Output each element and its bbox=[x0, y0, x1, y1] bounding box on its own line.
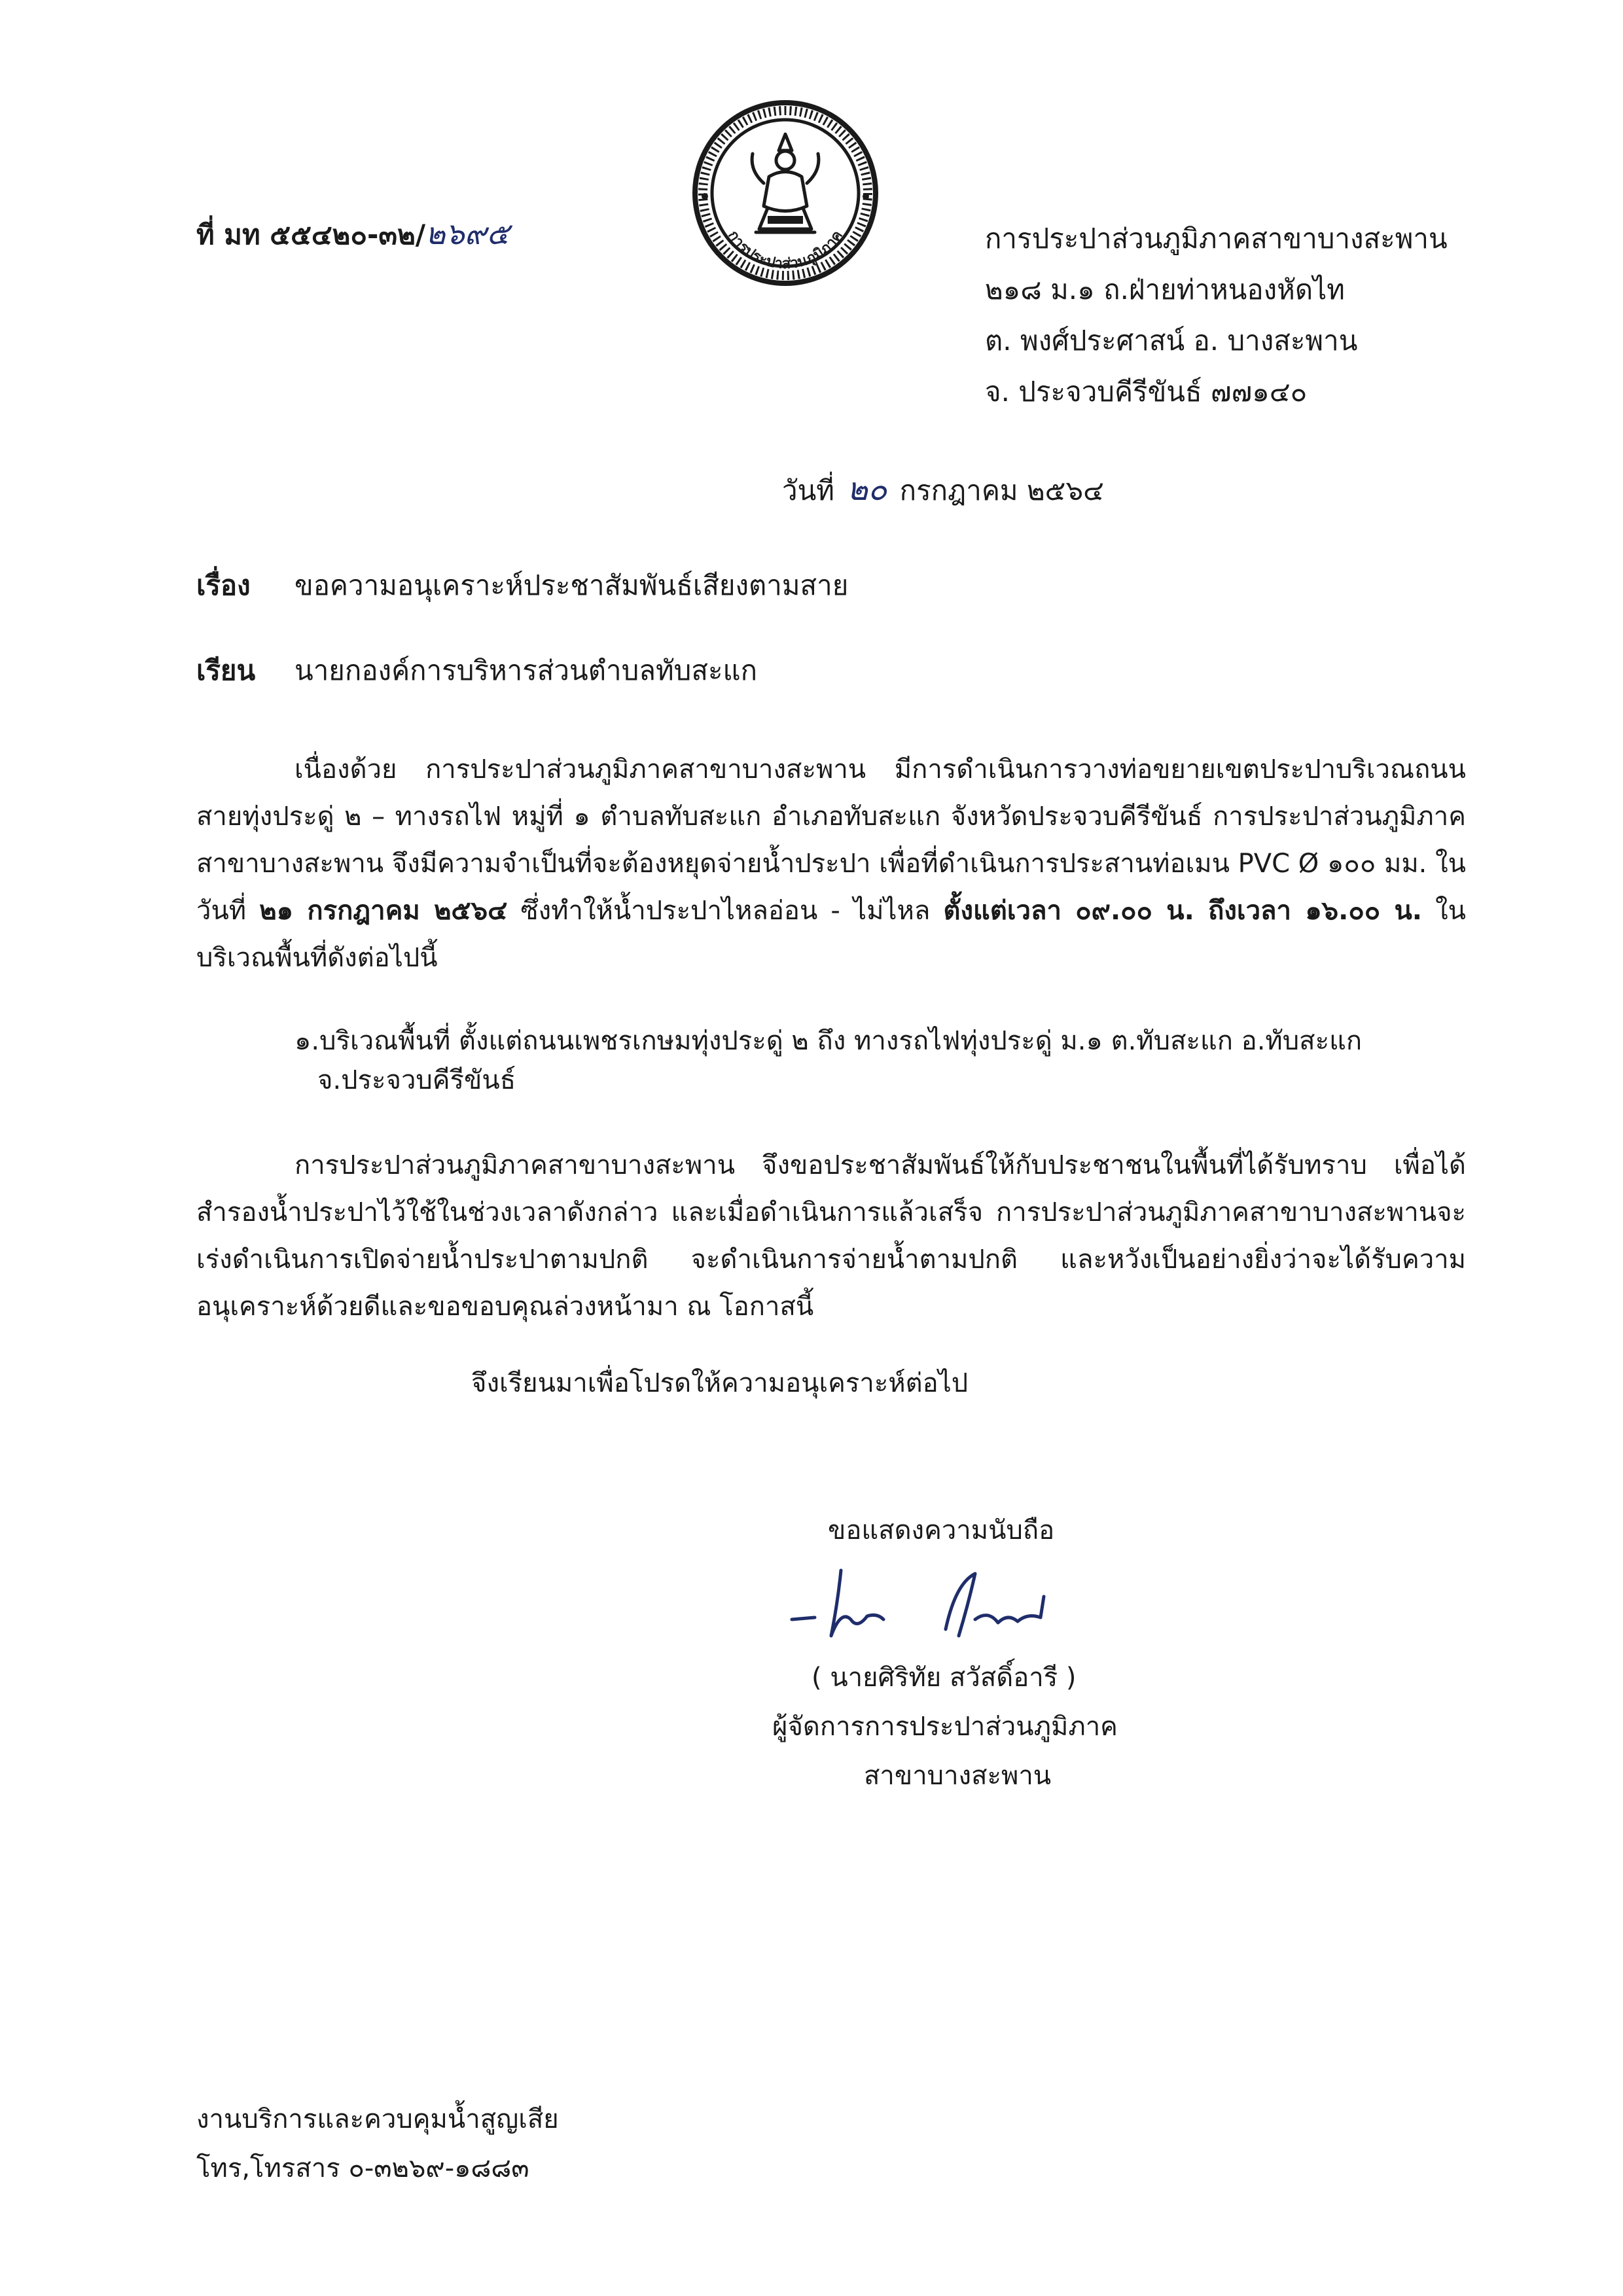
p1-text-a: เนื่องด้วย การประปาส่วนภูมิภาคสาขาบางสะพาน มีการดำเนินการวางท่อขยายเขตประปาบริเวณถนนสายทุ่งประดู่ ๒ – ทางรถไฟ หมู่ที่ ๑ ตำบลทับสะแก อำเภอทับสะแก จังหวัดประจวบคีรีขันธ์ การประปาส่วนภูมิภาคสาขาบางสะพาน จึงมีความจำเป็นที่จะต้องหยุดจ่ายน้ำประปา เพื่อที่ดำเนินการประสานท่อเมน PVC Ø ๑๐๐ มม. ในวันที่ bbox=[196, 754, 1466, 926]
affected-area-item-1: ๑.บริเวณพื้นที่ ตั้งแต่ถนนเพชรเกษมทุ่งประดู่ ๒ ถึง ทางรถไฟทุ่งประดู่ ม.๑ ต.ทับสะแก อ.ทับสะแก bbox=[294, 1026, 1363, 1056]
addressee-text: นายกองค์การบริหารส่วนตำบลทับสะแก bbox=[294, 654, 758, 686]
p1-outage-date: ๒๑ กรกฎาคม ๒๕๖๔ bbox=[259, 896, 508, 926]
subject-text: ขอความอนุเคราะห์ประชาสัมพันธ์เสียงตามสาย bbox=[294, 569, 849, 601]
sender-org: การประปาส่วนภูมิภาคสาขาบางสะพาน bbox=[985, 222, 1448, 255]
footer-phone: โทร,โทรสาร ๐-๓๒๖๙-๑๘๘๓ bbox=[196, 2153, 529, 2183]
handwritten-signature bbox=[779, 1557, 1093, 1655]
p1-text-c: ซึ่งทำให้น้ำประปาไหลอ่อน - ไม่ไหล bbox=[507, 896, 944, 926]
date-day-handwritten: ๒๐ bbox=[847, 471, 887, 508]
reference-handwritten: ๒๖๙๕ bbox=[425, 216, 510, 251]
signatory-name: ( นายศิริทัย สวัสดิ์อารี ) bbox=[812, 1663, 1077, 1693]
body-paragraph-2 bbox=[196, 1142, 1466, 1330]
signatory-position: ผู้จัดการการประปาส่วนภูมิภาค bbox=[772, 1712, 1118, 1742]
signatory-branch: สาขาบางสะพาน bbox=[864, 1761, 1052, 1791]
seal-text: การประปาส่วนภูมิภาค bbox=[724, 228, 846, 273]
p1-outage-time: ตั้งแต่เวลา ๐๙.๐๐ น. ถึงเวลา ๑๖.๐๐ น. bbox=[943, 896, 1423, 926]
addressee-label: เรียน bbox=[196, 654, 256, 686]
closing-line: จึงเรียนมาเพื่อโปรดให้ความอนุเคราะห์ต่อไป bbox=[471, 1368, 969, 1398]
p2-text: การประปาส่วนภูมิภาคสาขาบางสะพาน จึงขอประชาสัมพันธ์ให้กับประชาชนในพื้นที่ได้รับทราบ เพื่อได้สำรองน้ำประปาไว้ใช้ในช่วงเวลาดังกล่าว และเมื่อดำเนินการแล้วเสร็จ การประปาส่วนภูมิภาคสาขาบางสะพานจะเร่งดำเนินการเปิดจ่ายน้ำประปาตามปกติ จะดำเนินการจ่ายน้ำตามปกติ และหวังเป็นอย่างยิ่งว่าจะได้รับความอนุเคราะห์ด้วยดีและขอขอบคุณล่วงหน้ามา ณ โอกาสนี้ bbox=[196, 1150, 1466, 1322]
letter-date bbox=[782, 471, 1104, 509]
p1-text-e: ในบริเวณพื้นที่ดังต่อไปนี้ bbox=[196, 896, 1467, 973]
regards-line: ขอแสดงความนับถือ bbox=[828, 1515, 1055, 1545]
reference-prefix: ที่ มท ๕๕๔๒๐-๓๒/ bbox=[196, 219, 426, 251]
reference-number bbox=[196, 216, 509, 252]
sender-address-line3: จ. ประจวบคีรีขันธ์ ๗๗๑๔๐ bbox=[985, 376, 1308, 408]
sender-address-line1: ๒๑๘ ม.๑ ถ.ฝ่ายท่าหนองหัดไท bbox=[985, 274, 1345, 306]
pwa-seal-emblem bbox=[690, 98, 880, 288]
body-paragraph-1 bbox=[196, 746, 1466, 981]
affected-area-item-1-cont: จ.ประจวบคีรีขันธ์ bbox=[317, 1065, 516, 1095]
date-month-year: กรกฎาคม ๒๕๖๔ bbox=[899, 474, 1104, 506]
sender-address-line2: ต. พงศ์ประศาสน์ อ. บางสะพาน bbox=[985, 325, 1358, 357]
date-prefix: วันที่ bbox=[782, 474, 834, 506]
footer-department: งานบริการและควบคุมน้ำสูญเสีย bbox=[196, 2104, 559, 2134]
subject-label: เรื่อง bbox=[196, 569, 251, 601]
